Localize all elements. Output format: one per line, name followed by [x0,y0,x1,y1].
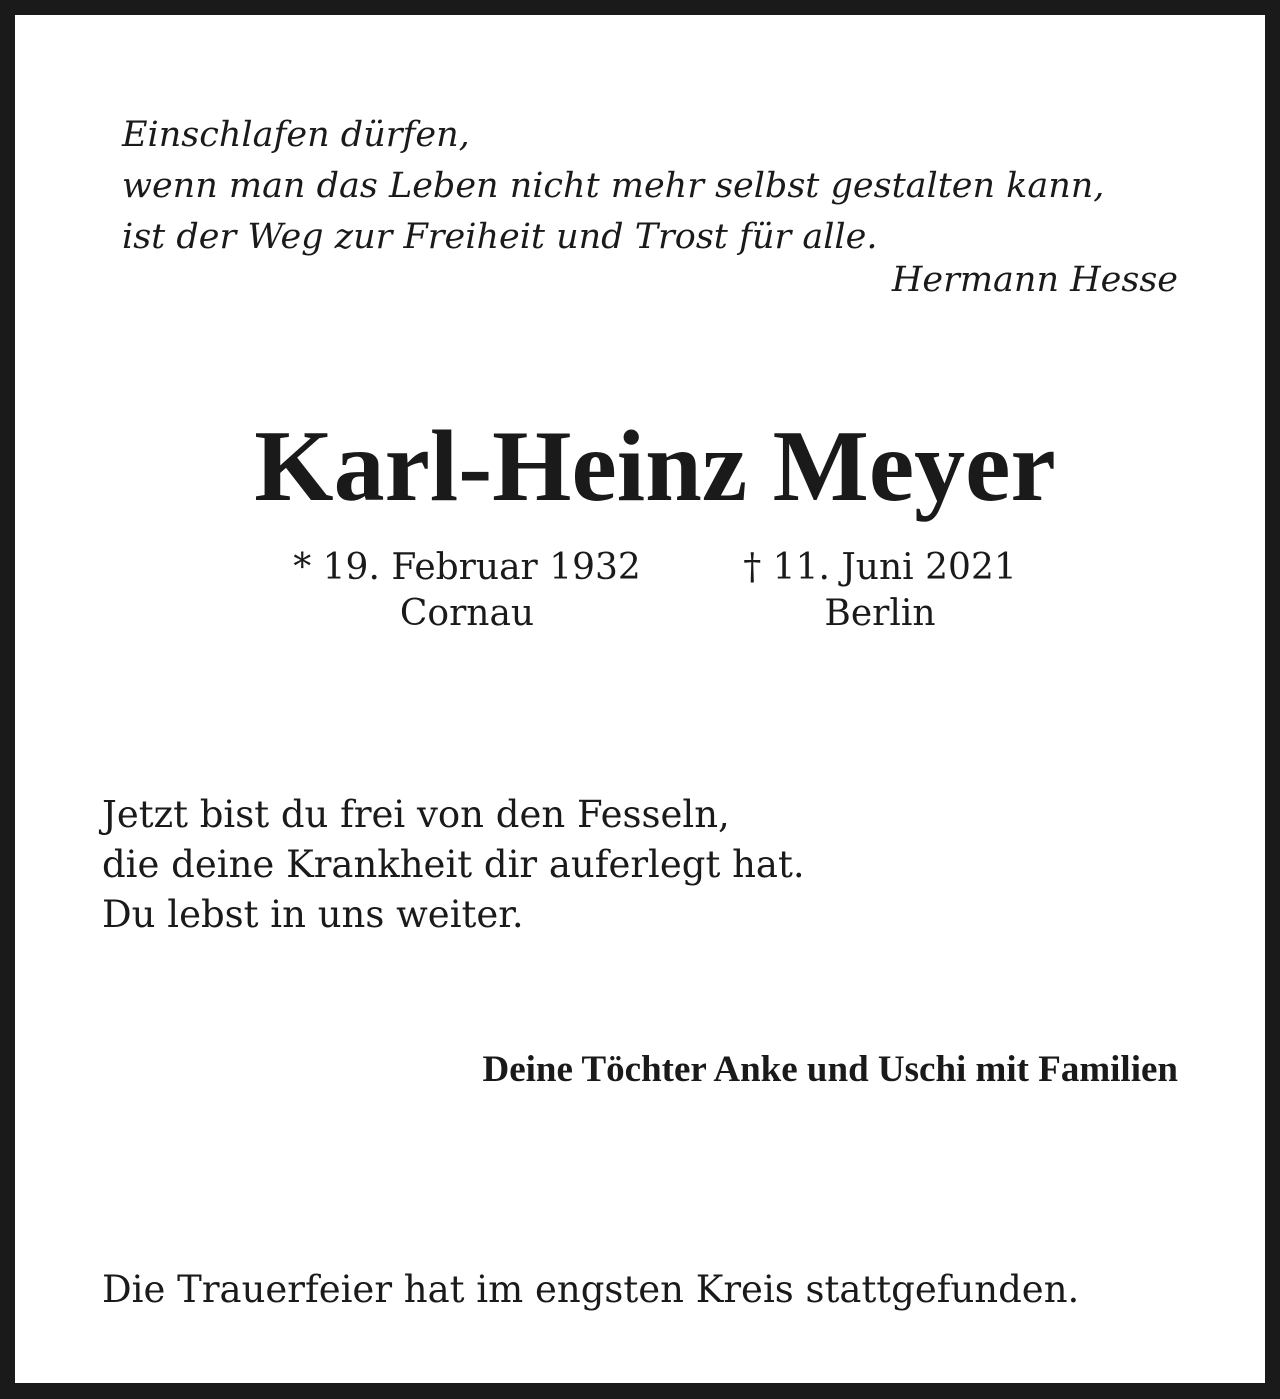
farewell-message [102,790,805,940]
hesse-quote [122,110,1212,263]
quote-line-3: ist der Weg zur Freiheit und Trost für alle. [122,217,878,257]
deceased-name: Karl-Heinz Meyer [254,410,1056,523]
birth-info [277,545,657,637]
quote-line-2: wenn man das Leben nicht mehr selbst gestalten kann, [122,166,1105,206]
birth-place: Cornau [399,593,535,634]
message-line-3: Du lebst in uns weiter. [102,893,524,936]
quote-line-1: Einschlafen dürfen, [122,115,470,155]
message-line-1: Jetzt bist du frei von den Fesseln, [102,793,730,836]
death-place: Berlin [824,593,936,634]
message-line-2: die deine Krankheit dir auferlegt hat. [102,843,805,886]
death-date: † 11. Juni 2021 [743,547,1017,588]
birth-date: * 19. Februar 1932 [293,547,641,588]
funeral-note: Die Trauerfeier hat im engsten Kreis stattgefunden. [102,1268,1080,1311]
quote-author: Hermann Hesse [891,260,1178,300]
death-info [725,545,1035,637]
family-signature: Deine Töchter Anke und Uschi mit Familien [482,1049,1178,1090]
